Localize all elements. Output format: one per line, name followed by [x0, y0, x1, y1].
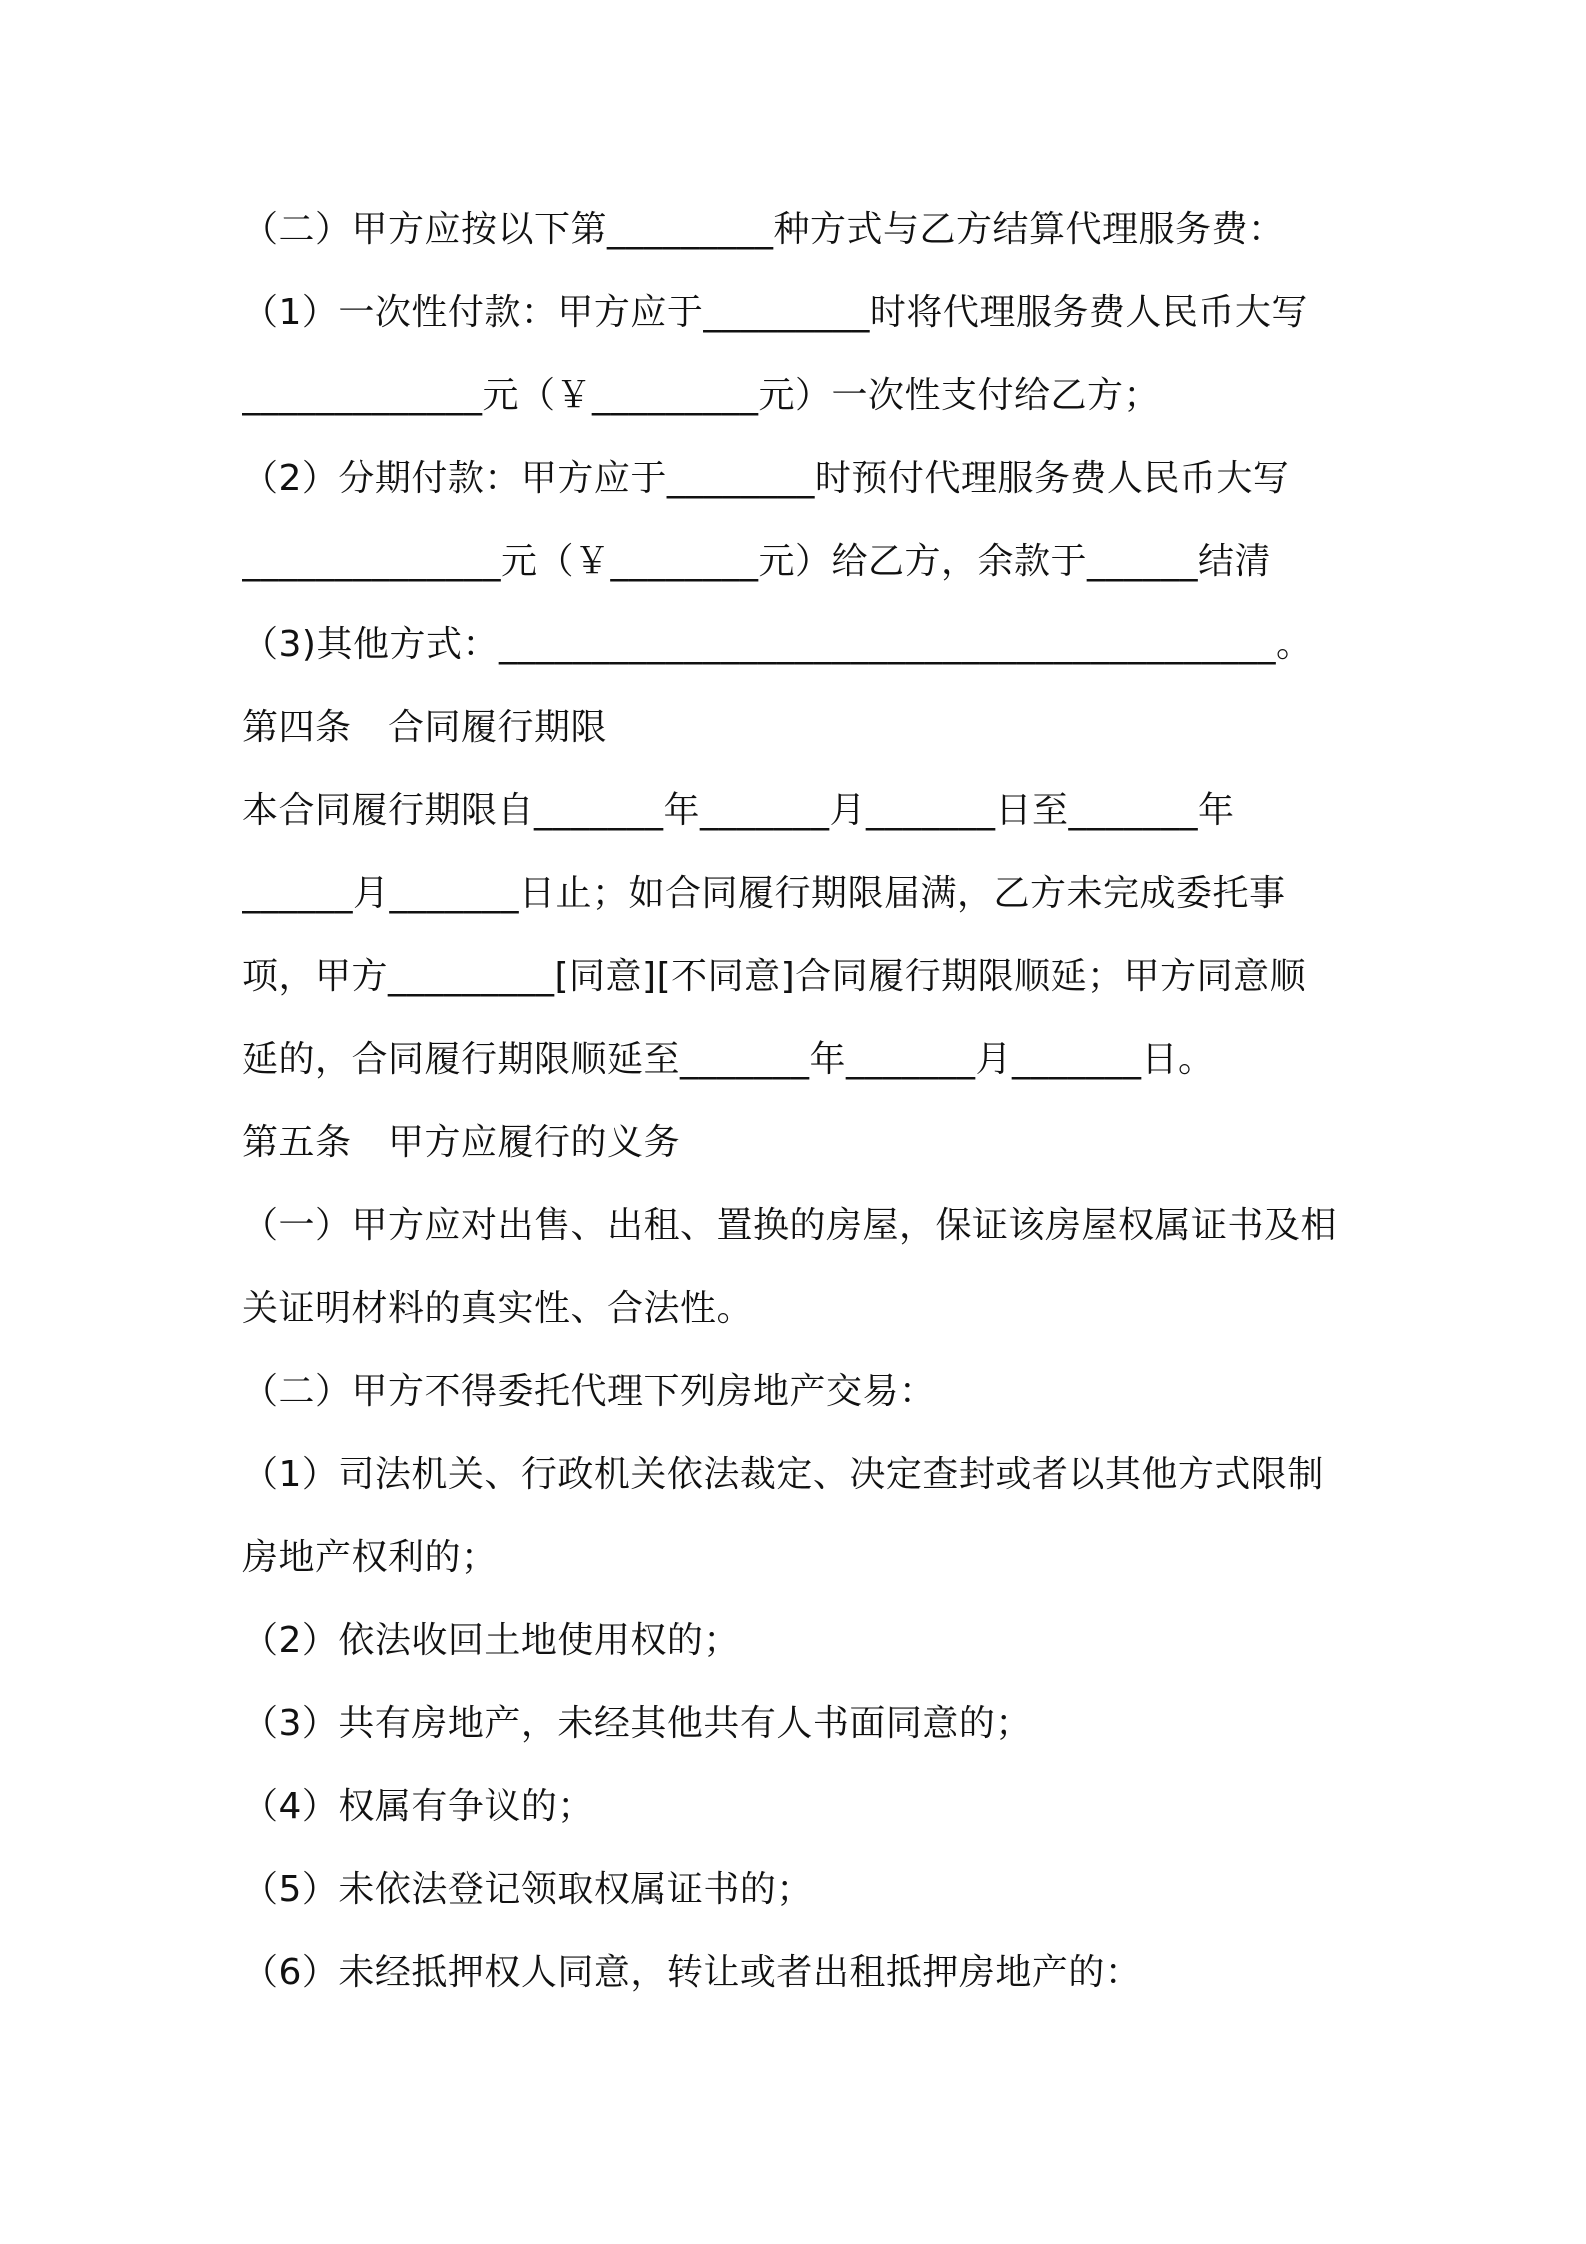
clause-line-3: _____________元（￥_________元）一次性支付给乙方； [242, 375, 1161, 416]
clause-line-15: （二）甲方不得委托代理下列房地产交易： [242, 1371, 936, 1412]
clause-line-14: 关证明材料的真实性、合法性。 [242, 1288, 754, 1329]
clause-line-5: ______________元（￥________元）给乙方，余款于______结清 [242, 541, 1272, 582]
clause-line-21: （5）未依法登记领取权属证书的； [242, 1869, 813, 1910]
clause-line-8: 本合同履行期限自_______年_______月_______日至_______年 [242, 790, 1235, 831]
clause-line-4: （2）分期付款：甲方应于________时预付代理服务费人民币大写 [242, 458, 1290, 499]
section-heading-4: 第四条 合同履行期限 [242, 707, 608, 748]
clause-line-9: ______月_______日止；如合同履行期限届满，乙方未完成委托事 [242, 873, 1286, 914]
clause-line-19: （3）共有房地产，未经其他共有人书面同意的； [242, 1703, 1032, 1744]
clause-line-2: （1）一次性付款：甲方应于_________时将代理服务费人民币大写 [242, 292, 1308, 333]
clause-line-1: （二）甲方应按以下第_________种方式与乙方结算代理服务费： [242, 209, 1285, 250]
clause-line-20: （4）权属有争议的； [242, 1786, 594, 1827]
clause-line-11: 延的，合同履行期限顺延至_______年_______月_______日。 [242, 1039, 1215, 1080]
clause-line-17: 房地产权利的； [242, 1537, 498, 1578]
clause-line-13: （一）甲方应对出售、出租、置换的房屋，保证该房屋权属证书及相 [242, 1205, 1338, 1246]
clause-line-6: （3)其他方式：__________________________________________。 [242, 624, 1313, 665]
section-heading-5: 第五条 甲方应履行的义务 [242, 1122, 681, 1163]
clause-line-22: （6）未经抵押权人同意，转让或者出租抵押房地产的： [242, 1952, 1142, 1993]
clause-line-10: 项，甲方_________[同意][不同意]合同履行期限顺延；甲方同意顺 [242, 956, 1307, 997]
clause-line-18: （2）依法收回土地使用权的； [242, 1620, 740, 1661]
clause-line-16: （1）司法机关、行政机关依法裁定、决定查封或者以其他方式限制 [242, 1454, 1324, 1495]
